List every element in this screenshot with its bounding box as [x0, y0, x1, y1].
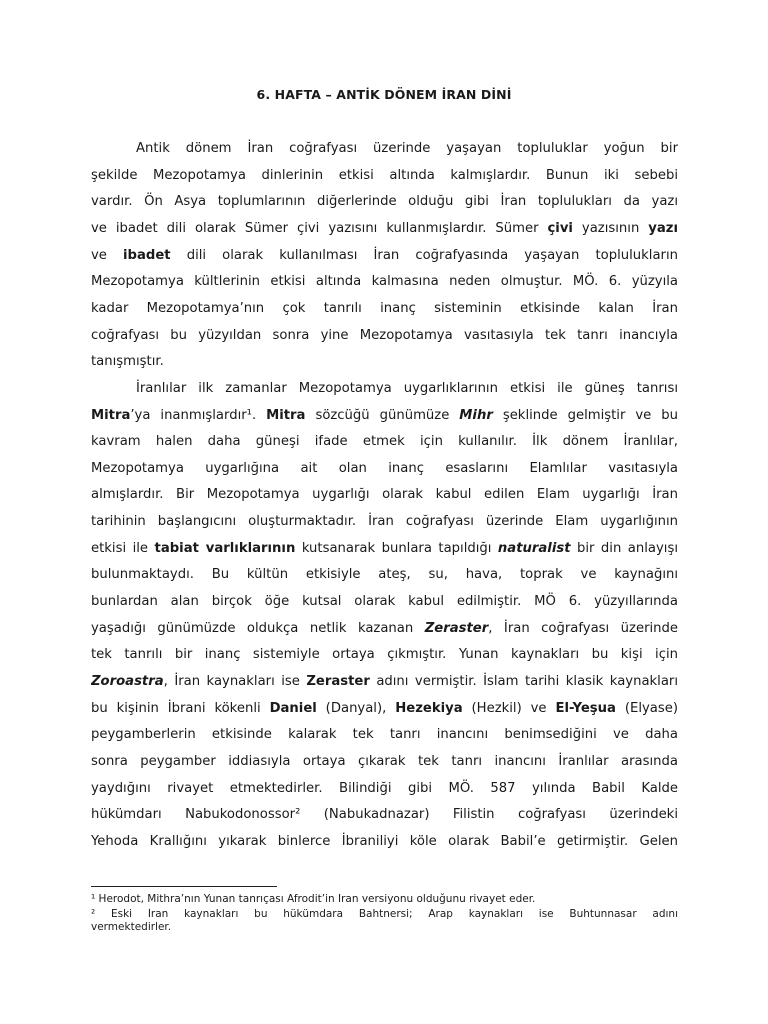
footnote-line: vermektedirler. — [91, 921, 172, 933]
footnote-line: ¹ Herodot, Mithra’nın Yunan tanrıçası Afrodit’in İran versiyonu olduğunu rivayet eder. — [91, 893, 536, 905]
text-segment: yaşadığı günümüzde oldukça netlik kazanan — [91, 620, 425, 636]
text-line — [91, 722, 678, 748]
text-segment: sözcüğü günümüze — [305, 407, 460, 423]
text-segment: tanışmıştır. — [91, 354, 164, 370]
text-line — [136, 376, 678, 402]
text-line — [91, 509, 678, 535]
text-line — [91, 829, 678, 855]
text-line — [91, 482, 678, 508]
text-line — [91, 536, 678, 562]
emphasized-text: naturalist — [497, 540, 571, 556]
emphasized-text: Zoroastra — [91, 674, 164, 689]
text-segment: kutsanarak bunlara tapıldığı — [295, 540, 498, 556]
text-segment: bulunmaktaydı. Bu kültün etkisiyle ateş, su, hava, toprak ve kaynağını — [91, 567, 678, 583]
text-segment: kavram halen daha güneşi ifade etmek için kullanılır. İlk dönem İranlılar, — [91, 434, 678, 450]
emphasized-text: Hezekiya — [395, 700, 463, 716]
text-segment: Yehoda Krallığını yıkarak binlerce İbraniliyi köle olarak Babil’e getirmiştir. Gelen — [91, 833, 678, 849]
text-line — [91, 749, 678, 775]
text-segment: bunlardan alan birçok öğe kutsal olarak kabul edilmiştir. MÖ 6. yüzyıllarında — [91, 594, 678, 610]
text-line — [91, 616, 678, 642]
text-segment: bu kişinin İbrani kökenli — [91, 700, 270, 716]
text-line — [91, 349, 678, 375]
text-line — [91, 562, 678, 588]
text-segment: dili olarak kullanılması İran coğrafyasında yaşayan toplulukların — [170, 247, 678, 263]
emphasized-text: Mihr — [459, 407, 493, 423]
text-line — [91, 216, 678, 242]
text-line — [91, 776, 678, 802]
text-line — [91, 403, 678, 429]
text-segment: (Elyase) — [615, 700, 678, 716]
text-segment: tek tanrılı bir inanç sistemiyle ortaya çıkmıştır. Yunan kaynakları bu kişi için — [91, 647, 678, 663]
text-segment: , İran kaynakları ise — [163, 674, 307, 689]
text-segment: almışlardır. Bir Mezopotamya uygarlığı olarak kabul edilen Elam uygarlığı İran — [91, 487, 678, 503]
text-segment: ’ya inanmışlardır¹. — [130, 407, 267, 423]
emphasized-text: Mitra — [91, 407, 131, 423]
text-segment: hükümdarı Nabukodonossor² (Nabukadnazar) Filistin coğrafyası üzerindeki — [91, 807, 678, 823]
text-line — [91, 696, 678, 722]
text-segment: Mezopotamya kültlerinin etkisi altında kalmasına neden olmuştur. MÖ. 6. yüzyıla — [91, 274, 678, 290]
text-segment: yaydığını rivayet etmektedirler. Bilindiği gibi MÖ. 587 yılında Babil Kalde — [91, 780, 678, 796]
text-segment: tarihinin başlangıcını oluşturmaktadır. İran coğrafyası üzerinde Elam uygarlığının — [91, 514, 678, 530]
text-segment: şekilde Mezopotamya dinlerinin etkisi altında kalmışlardır. Bunun iki sebebi — [91, 167, 678, 183]
text-segment: yazısının — [572, 220, 649, 236]
text-line — [91, 296, 678, 322]
text-line — [91, 456, 678, 482]
text-segment: (Hezkil) ve — [462, 700, 556, 716]
text-line — [91, 802, 678, 828]
text-segment: coğrafyası bu yüzyıldan sonra yine Mezopotamya vasıtasıyla tek tanrı inancıyla — [91, 327, 678, 343]
text-line — [91, 243, 678, 269]
text-segment: (Danyal), — [316, 700, 396, 716]
text-line — [91, 189, 678, 215]
emphasized-text: Zeraster — [424, 620, 489, 636]
text-line — [91, 589, 678, 615]
page-title: 6. HAFTA – ANTİK DÖNEM İRAN DİNİ — [256, 87, 512, 102]
text-line — [91, 323, 678, 349]
emphasized-text: yazı — [648, 220, 678, 236]
text-segment: adını vermiştir. İslam tarihi klasik kaynakları — [369, 674, 678, 689]
text-line — [91, 642, 678, 668]
text-segment: İranlılar ilk zamanlar Mezopotamya uygarlıklarının etkisi ile güneş tanrısı — [136, 380, 678, 396]
text-segment: peygamberlerin etkisinde kalarak tek tanrı inancını benimsediğini ve daha — [91, 727, 678, 743]
text-segment: ve — [91, 247, 124, 263]
text-line — [91, 669, 678, 695]
footnote-separator — [91, 886, 277, 887]
emphasized-text: çivi — [547, 220, 573, 236]
emphasized-text: tabiat varlıklarının — [154, 540, 296, 556]
text-line — [91, 269, 678, 295]
text-segment: ve ibadet dili olarak Sümer çivi yazısını kullanmışlardır. Sümer — [91, 220, 548, 236]
text-segment: bir din anlayışı — [570, 540, 678, 556]
text-segment: vardır. Ön Asya toplumlarının diğerlerinde olduğu gibi İran toplulukları da yazı — [91, 194, 678, 210]
footnote-line: ² Eski İran kaynakları bu hükümdara Bahtnersi; Arap kaynakları ise Buhtunnasar adını — [91, 908, 678, 920]
text-segment: Mezopotamya uygarlığına ait olan inanç esaslarını Elamlılar vasıtasıyla — [91, 460, 678, 476]
text-line — [91, 163, 678, 189]
text-line — [136, 136, 678, 162]
text-segment: kadar Mezopotamya’nın çok tanrılı inanç sisteminin etkisinde kalan İran — [91, 300, 678, 316]
text-segment: , İran coğrafyası üzerinde — [488, 620, 678, 636]
emphasized-text: El-Yeşua — [555, 700, 616, 716]
emphasized-text: ibadet — [123, 247, 171, 263]
emphasized-text: Mitra — [266, 407, 306, 423]
text-segment: etkisi ile — [91, 540, 155, 556]
text-line — [91, 429, 678, 455]
emphasized-text: Zeraster — [306, 674, 370, 689]
text-segment: Antik dönem İran coğrafyası üzerinde yaşayan topluluklar yoğun bir — [136, 141, 678, 156]
text-segment: sonra peygamber iddiasıyla ortaya çıkarak tek tanrı inancını İranlılar arasında — [91, 753, 678, 769]
text-segment: şeklinde gelmiştir ve bu — [492, 407, 678, 423]
emphasized-text: Daniel — [269, 700, 317, 716]
